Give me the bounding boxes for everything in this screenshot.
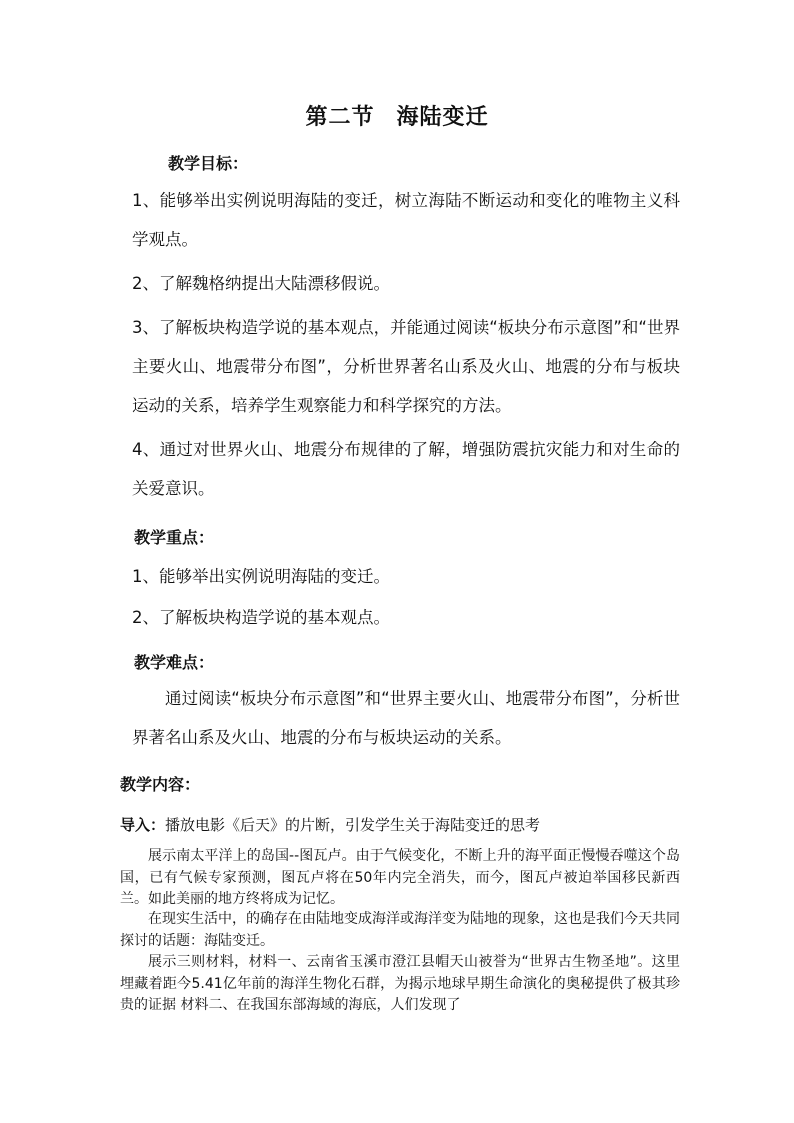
difficulties-heading: 教学难点：: [134, 653, 215, 672]
intro-line: [120, 815, 680, 837]
key-point-item: 1、能够举出实例说明海陆的变迁。: [132, 567, 390, 586]
content-paragraph: 展示三则材料，材料一、云南省玉溪市澄江县帽天山被誉为“世界古生物圣地”。这里埋藏着距今5.41亿年前的海洋生物化石群，为揭示地球早期生命演化的奥秘提供了极其珍贵的证据 材料二、在我国东部海域的海底，人们发现了: [120, 954, 680, 1013]
key-points-heading: 教学重点：: [134, 528, 215, 547]
content-heading: 教学内容：: [120, 775, 201, 794]
content-paragraph: 展示南太平洋上的岛国--图瓦卢。由于气候变化，不断上升的海平面正慢慢吞噬这个岛国，已有气候专家预测，图瓦卢将在50年内完全消失，而今，图瓦卢被迫举国移民新西兰。如此美丽的地方终将成为记忆。: [120, 848, 680, 907]
content-paragraph: 在现实生活中，的确存在由陆地变成海洋或海洋变为陆地的现象，这也是我们今天共同探讨的话题：海陆变迁。: [120, 911, 680, 949]
title-topic: 海陆变迁: [396, 105, 489, 130]
objective-item: 4、通过对世界火山、地震分布规律的了解，增强防震抗灾能力和对生命的关爱意识。: [132, 440, 680, 498]
page-title: [0, 100, 794, 131]
key-point-item: 2、了解板块构造学说的基本观点。: [132, 608, 390, 627]
objective-item: 2、了解魏格纳提出大陆漂移假说。: [132, 274, 390, 293]
title-section-number: 第二节: [305, 105, 375, 130]
intro-text: 播放电影《后天》的片断，引发学生关于海陆变迁的思考: [165, 816, 541, 834]
difficulties-text: 通过阅读“板块分布示意图”和“世界主要火山、地震带分布图”，分析世界著名山系及火山、地震的分布与板块运动的关系。: [132, 689, 680, 747]
objective-item: 1、能够举出实例说明海陆的变迁，树立海陆不断运动和变化的唯物主义科学观点。: [132, 191, 680, 249]
objectives-heading: 教学目标：: [168, 154, 249, 173]
intro-label: 导入：: [120, 816, 166, 834]
objective-item: 3、了解板块构造学说的基本观点，并能通过阅读“板块分布示意图”和“世界主要火山、地震带分布图”，分析世界著名山系及火山、地震的分布与板块运动的关系，培养学生观察能力和科学探究的方法。: [132, 318, 680, 415]
